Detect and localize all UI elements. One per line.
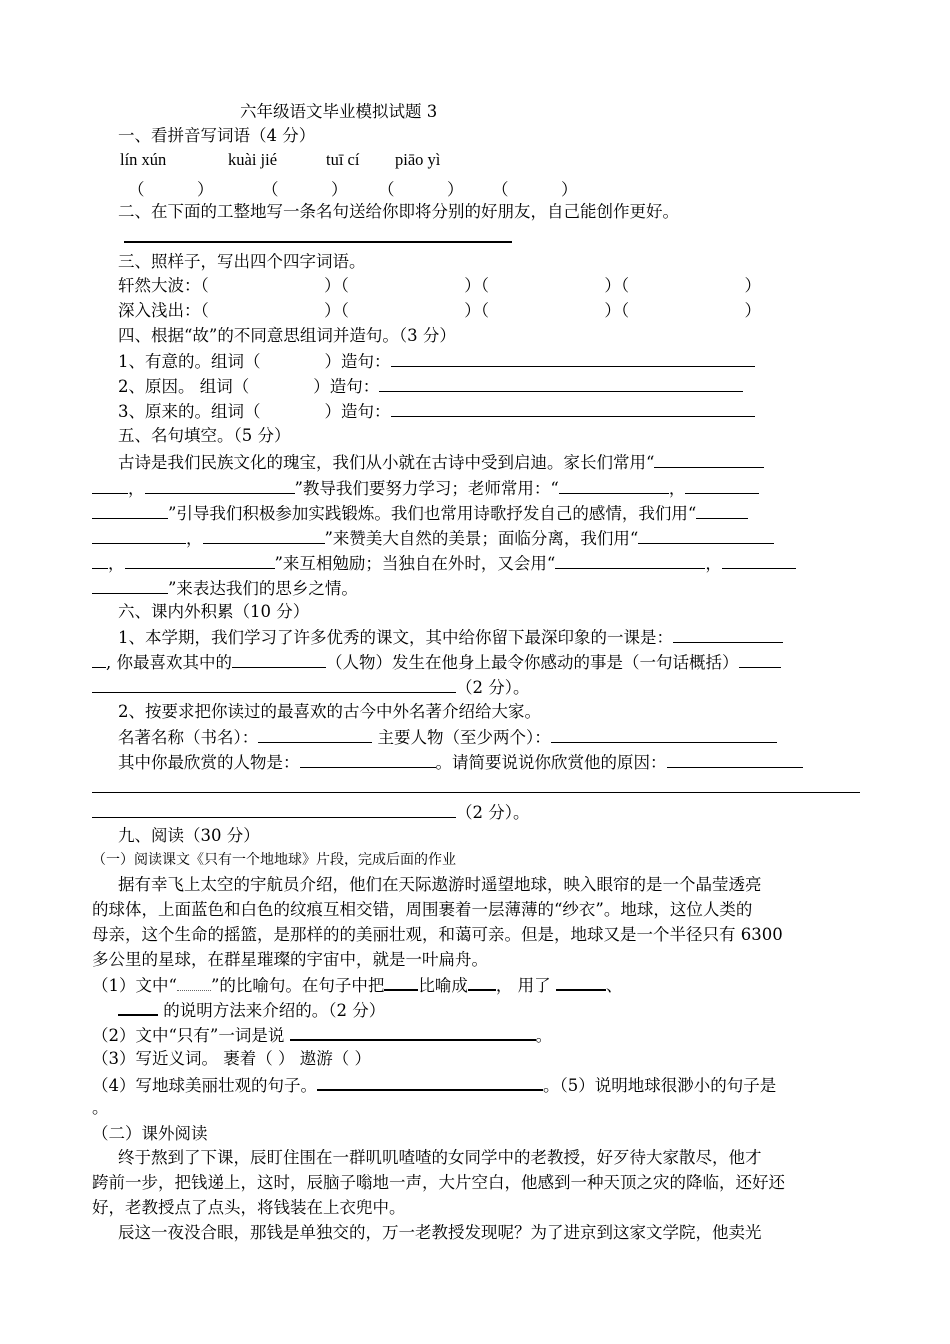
pinyin-2: kuài jié <box>228 150 278 169</box>
fav-character-blank[interactable] <box>300 750 436 768</box>
r1-q5-end: 。 <box>92 1098 109 1117</box>
r1-q1-text-c: 比喻成 <box>418 976 468 995</box>
favorite-lesson-blank-b[interactable] <box>92 650 106 668</box>
gu-item-1-label: 1、有意的。组词（ <box>118 352 261 371</box>
section-1-heading: 一、看拼音写词语（4 分） <box>118 126 316 145</box>
s5-text-4: ”来赞美大自然的美景；面临分离，我们用“ <box>324 529 639 548</box>
s6-q1-text-c: （人物）发生在他身上最令你感动的事是（一句话概括） <box>326 653 739 672</box>
reading-2-p4: 辰这一夜没合眼，那钱是单独交的，万一老教授发现呢？为了进京到这家文学院，他卖光 <box>118 1223 762 1242</box>
s5-comma-4: ， <box>108 554 125 573</box>
r1-q3-line: （3）写近义词。 裹着（ ） 遨游（ ） <box>92 1049 371 1068</box>
poem-blank-3[interactable] <box>559 476 669 494</box>
s6-q1-line-2 <box>92 650 862 675</box>
idiom-example-2: 深入浅出： <box>118 301 201 320</box>
gu-item-3-mid: ）造句： <box>324 402 391 421</box>
reason-blank[interactable] <box>667 750 803 768</box>
motto-answer-line[interactable] <box>124 241 512 243</box>
s5-line-2 <box>92 476 862 501</box>
idiom-blanks-1[interactable]: （ ）（ ）（ ）（ ） <box>200 276 762 295</box>
answer-blank-2[interactable]: （ ） <box>262 180 348 199</box>
s6-q2-score: （2 分）。 <box>456 803 530 822</box>
r1-q1-text-b: ”的比喻句。在句子中把 <box>210 976 385 995</box>
character-blank[interactable] <box>232 650 326 668</box>
s6-q2-line-2 <box>118 750 888 775</box>
s6-q2: 2、按要求把你读过的最喜欢的古今中外名著介绍给大家。 <box>118 702 541 721</box>
metaphor-object-blank[interactable] <box>468 972 496 991</box>
reading-2-p1: 终于熬到了下课，辰盯住围在一群叽叽喳喳的女同学中的老教授，好歹待大家散尽，他才 <box>118 1148 762 1167</box>
idiom-example-1: 轩然大波： <box>118 276 201 295</box>
reason-label: 。请简要说说你欣赏他的原因： <box>435 753 667 772</box>
poem-blank-1[interactable] <box>654 450 764 468</box>
r1-q1-text-e: 、 <box>605 976 623 995</box>
page-title: 六年级语文毕业模拟试题 3 <box>240 102 438 121</box>
s6-q1-line-3 <box>92 675 862 700</box>
reading-1-p1: 据有幸飞上太空的宇航员介绍，他们在天际遨游时遥望地球，映入眼帘的是一个晶莹透亮 <box>118 875 762 894</box>
reading-1-title: （一）阅读课文《只有一个地地球》片段，完成后面的作业 <box>92 852 456 868</box>
gu-item-3 <box>118 399 888 424</box>
poem-blank-5b[interactable] <box>92 526 186 544</box>
reading-2-p2: 跨前一步，把钱递上，这时，辰脑子嗡地一声，大片空白，他感到一种天顶之灾的降临，还好还 <box>92 1173 785 1192</box>
wavy-underline-blank[interactable] <box>177 976 211 991</box>
reason-blank-end[interactable] <box>92 800 456 818</box>
s5-line-6 <box>92 576 862 601</box>
s5-comma-5: ， <box>705 554 722 573</box>
poem-blank-10b[interactable] <box>92 576 168 594</box>
poem-blank-9[interactable] <box>555 551 705 569</box>
section-4-heading: 四、根据“故”的不同意思组词并造句。（3 分） <box>118 326 456 345</box>
s5-text-6: ”来表达我们的思乡之情。 <box>168 579 358 598</box>
main-characters-label: 主要人物（至少两个）： <box>377 728 551 747</box>
poem-blank-4b[interactable] <box>92 501 168 519</box>
s6-q2-line-1 <box>118 725 888 750</box>
gu-item-2-mid: ）造句： <box>313 377 380 396</box>
r1-q1-text-a: （1）文中“ <box>92 976 177 995</box>
s6-q1-score: （2 分）。 <box>456 678 530 697</box>
reading-1-p2: 的球体，上面蓝色和白色的纹痕互相交错，周围裹着一层薄薄的“纱衣”。地球，这位人类的 <box>92 900 753 919</box>
r1-q1-text-f: 的说明方法来介绍的。（2 分） <box>163 1001 386 1020</box>
section-3-heading: 三、照样子，写出四个四字词语。 <box>118 252 366 271</box>
poem-blank-7b[interactable] <box>92 551 108 569</box>
reading-2-p3: 好，老教授点了点头，将钱装在上衣兜中。 <box>92 1198 406 1217</box>
pinyin-4: piāo yì <box>395 150 441 169</box>
poem-blank-1b[interactable] <box>92 476 128 494</box>
answer-blank-1[interactable]: （ ） <box>128 180 214 199</box>
s5-text-1: 古诗是我们民族文化的瑰宝，我们从小就在古诗中受到启迪。家长们常用“ <box>118 453 655 472</box>
s5-comma-3: ， <box>186 529 203 548</box>
book-name-blank[interactable] <box>258 725 372 743</box>
gu-item-2 <box>118 374 888 399</box>
section-5-heading: 五、名句填空。（5 分） <box>118 426 291 445</box>
section-2-heading: 二、在下面的工整地写一条名句送给你即将分别的好朋友，自己能创作更好。 <box>118 202 679 221</box>
reading-1-p4: 多公里的星球，在群星璀璨的宇宙中，就是一叶扁舟。 <box>92 950 488 969</box>
pinyin-3: tuī cí <box>326 150 360 169</box>
s5-comma-1: ， <box>128 479 145 498</box>
beautiful-sentence-blank[interactable] <box>317 1072 543 1091</box>
main-characters-blank[interactable] <box>551 725 777 743</box>
answer-blank-3[interactable]: （ ） <box>378 180 464 199</box>
gu-item-1-mid: ）造句： <box>324 352 391 371</box>
idiom-row-1 <box>118 274 888 298</box>
method-blank-2[interactable] <box>118 997 158 1016</box>
s5-text-5: ”来互相勉励；当独自在外时，又会用“ <box>274 554 556 573</box>
section-9-heading: 九、阅读（30 分） <box>118 826 260 845</box>
s6-q2-line-4 <box>92 800 862 825</box>
method-blank-1[interactable] <box>556 972 606 991</box>
s5-text-3: ”引导我们积极参加实践锻炼。我们也常用诗歌抒发自己的感情，我们用“ <box>168 504 697 523</box>
s6-q1-text: 1、本学期，我们学习了许多优秀的课文，其中给你留下最深印象的一课是： <box>118 628 673 647</box>
poem-blank-10[interactable] <box>722 551 796 569</box>
r1-q2-end: 。 <box>535 1026 553 1045</box>
favorite-lesson-blank[interactable] <box>673 625 783 643</box>
poem-blank-7[interactable] <box>638 526 774 544</box>
reading-1-p3: 母亲，这个生命的摇篮，是那样的的美丽壮观，和蔼可亲。但是，地球又是一个半径只有 6300 <box>92 925 783 944</box>
only-meaning-blank[interactable] <box>290 1022 536 1041</box>
book-name-label: 名著名称（书名）： <box>118 728 259 747</box>
gu-item-2-label: 2、原因。 组词（ <box>118 377 250 396</box>
poem-blank-4[interactable] <box>685 476 759 494</box>
s5-text-2: ”教导我们要努力学习；老师常用：“ <box>294 479 559 498</box>
poem-blank-2[interactable] <box>145 476 295 494</box>
r1-q4-line <box>92 1072 862 1098</box>
s5-line-4 <box>92 526 862 551</box>
event-blank-b[interactable] <box>92 675 456 693</box>
reason-line-2[interactable] <box>92 792 860 793</box>
gu-item-1 <box>118 349 888 374</box>
poem-blank-8[interactable] <box>125 551 275 569</box>
gu-item-3-label: 3、原来的。组词（ <box>118 402 261 421</box>
event-blank[interactable] <box>739 650 781 668</box>
gu-sentence-blank-3[interactable] <box>391 399 755 417</box>
gu-sentence-blank-1[interactable] <box>391 349 755 367</box>
idiom-blanks-2[interactable]: （ ）（ ）（ ）（ ） <box>200 301 762 320</box>
r1-q2-line <box>92 1022 862 1048</box>
poem-blank-5[interactable] <box>696 501 748 519</box>
s5-line-1 <box>118 450 888 475</box>
poem-blank-6[interactable] <box>203 526 325 544</box>
reading-2-title: （二）课外阅读 <box>92 1124 208 1143</box>
s5-line-5 <box>92 551 862 576</box>
fav-character-label: 其中你最欣赏的人物是： <box>118 753 300 772</box>
r1-q2-text: （2）文中“只有”一词是说 <box>92 1026 285 1045</box>
s5-comma-2: ， <box>668 479 686 498</box>
r1-q5-text: 。（5）说明地球很渺小的句子是 <box>543 1076 777 1095</box>
s6-q1-text-b: , 你最喜欢其中的 <box>106 653 232 672</box>
r1-q1-text-d: ， 用了 <box>495 976 551 995</box>
r1-q4-text: （4）写地球美丽壮观的句子。 <box>92 1076 317 1095</box>
r1-q1-line-2 <box>118 997 888 1023</box>
gu-sentence-blank-2[interactable] <box>379 374 743 392</box>
section-6-heading: 六、课内外积累（10 分） <box>118 602 310 621</box>
pinyin-1: lín xún <box>120 150 167 169</box>
r1-q1-line-1 <box>92 972 862 998</box>
s6-q1-line-1 <box>118 625 888 650</box>
idiom-row-2 <box>118 299 888 323</box>
answer-blank-4[interactable]: （ ） <box>492 180 578 199</box>
s5-line-3 <box>92 501 862 526</box>
metaphor-subject-blank[interactable] <box>384 972 418 991</box>
